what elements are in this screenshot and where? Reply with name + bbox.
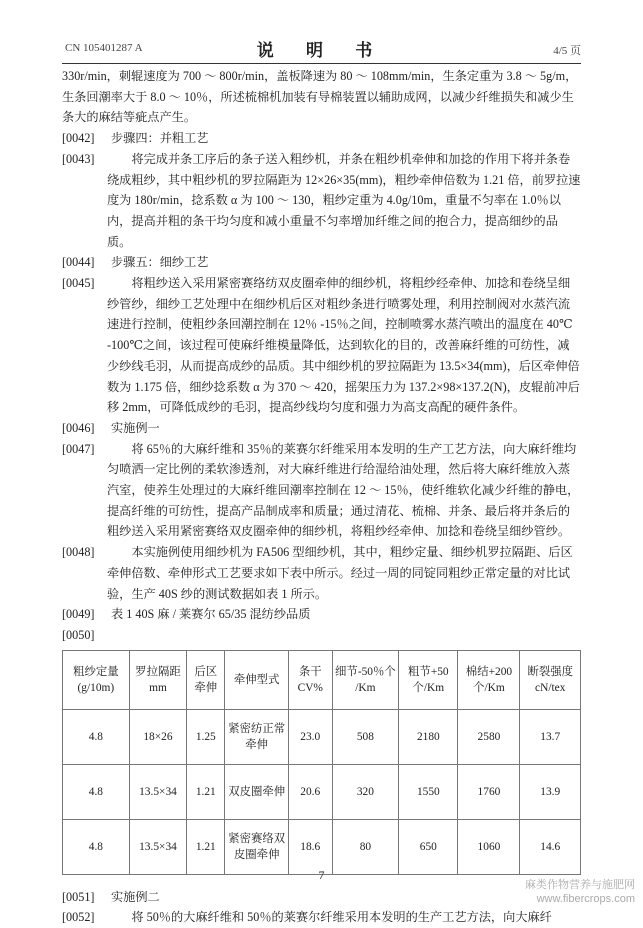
paragraph-number: [0044] (62, 255, 95, 270)
section-heading: 步骤四：并粗工艺 (111, 131, 209, 146)
paragraph-number: [0042] (62, 131, 95, 146)
table-header-cell: 后区牵伸 (187, 650, 225, 709)
paragraph-number: [0046] (62, 420, 95, 435)
paragraph-text: 将完成并条工序后的条子送入粗纱机，并条在粗纱机牵伸和加捻的作用下将并条卷绕成粗纱，其中粗纱机的罗拉隔距为 12×26×35(mm)，粗纱牵伸倍数为 1.21 倍，前罗拉速度为 180r/min，捻系数 α 为 100 ～ 130，粗纱定重为 4.0g/10m，重量不匀率在 1.0％以内，提高并粗的条干均匀度和减小重量不匀率增加纤维之间的抱合力，提高细纱的品质。 (107, 151, 581, 249)
paragraph-number: [0045] (62, 276, 95, 291)
paragraph-text: 将 50％的大麻纤维和 50％的莱赛尔纤维采用本发明的生产工艺方法，向大麻纤 (131, 910, 552, 925)
page-indicator: 4/5 页 (553, 45, 581, 57)
table-cell: 13.5×34 (129, 764, 186, 819)
yarn-quality-table (62, 650, 581, 875)
table-cell: 紧密赛络双皮圈牵伸 (225, 819, 289, 874)
page-header (0, 36, 643, 66)
paragraph (62, 887, 581, 908)
page-number: 7 (318, 868, 325, 882)
paragraph-number: [0043] (62, 151, 95, 166)
table-cell: 1550 (399, 764, 458, 819)
document-number: CN 105401287 A (65, 42, 143, 54)
table-cell: 4.8 (63, 764, 130, 819)
table-cell: 14.6 (520, 819, 581, 874)
table-cell: 18.6 (288, 819, 332, 874)
table-cell: 双皮圈牵伸 (225, 764, 289, 819)
table-header-cell: 细节-50％个 /Km (332, 650, 399, 709)
site-watermark (525, 878, 635, 906)
paragraph-number: [0050] (62, 627, 95, 642)
document-body (62, 66, 581, 928)
paragraph (62, 604, 581, 625)
section-heading: 步骤五：细纱工艺 (111, 255, 209, 270)
table-row (63, 764, 581, 819)
paragraph (62, 542, 581, 604)
table-paragraph-number-row (62, 625, 581, 646)
paragraph (62, 252, 581, 273)
table-cell: 1.25 (187, 709, 225, 764)
table-header-cell: 粗节+50 个/Km (399, 650, 458, 709)
table-header-cell: 粗纱定量 (g/10m) (63, 650, 130, 709)
table-row (63, 819, 581, 874)
table-header-cell: 罗拉隔距 mm (129, 650, 186, 709)
section-heading: 表 1 40S 麻 / 莱赛尔 65/35 混纺纱品质 (111, 607, 311, 622)
table-cell: 650 (399, 819, 458, 874)
watermark-url: www.fibercrops.com (536, 893, 635, 905)
table-header-cell: 牵伸型式 (225, 650, 289, 709)
table-cell: 紧密纺正常牵伸 (225, 709, 289, 764)
table-header-row (63, 650, 581, 709)
paragraph (62, 273, 581, 418)
paragraph-number: [0051] (62, 889, 95, 904)
paragraph-number: [0047] (62, 441, 95, 456)
table-cell: 13.7 (520, 709, 581, 764)
watermark-title: 麻类作物营养与施肥网 (525, 879, 635, 891)
table-cell: 13.9 (520, 764, 581, 819)
paragraph-number: [0052] (62, 910, 95, 925)
table-cell: 1760 (458, 764, 520, 819)
section-heading: 实施例一 (111, 420, 160, 435)
paragraph-text: 本实施例使用细纱机为 FA506 型细纱机，其中，粗纱定量、细纱机罗拉隔距、后区牵伸倍数、牵伸形式工艺要求如下表中所示。经过一周的同锭同粗纱正常定量的对比试验，生产 40S 纱的测试数据如表 1 所示。 (107, 545, 573, 601)
table-header-cell: 棉结+200 个/Km (458, 650, 520, 709)
paragraph (62, 418, 581, 439)
table-cell: 4.8 (63, 709, 130, 764)
table-cell: 13.5×34 (129, 819, 186, 874)
table-cell: 1.21 (187, 764, 225, 819)
table-cell: 20.6 (288, 764, 332, 819)
table-cell: 320 (332, 764, 399, 819)
table-body (63, 709, 581, 874)
table-row (63, 709, 581, 764)
paragraph (62, 149, 581, 253)
table-header-cell: 断裂强度 cN/tex (520, 650, 581, 709)
paragraph (62, 907, 581, 928)
table-cell: 1060 (458, 819, 520, 874)
table-header-cell: 条干 CV% (288, 650, 332, 709)
table-cell: 2180 (399, 709, 458, 764)
section-heading: 实施例二 (111, 889, 160, 904)
paragraph-text: 将粗纱送入采用紧密赛络纺双皮圈牵伸的细纱机，将粗纱经牵伸、加捻和卷绕呈细纱管纱，细纱工艺处理中在细纱机后区对粗纱条进行喷雾处理，利用控制阀对水蒸汽流速进行控制，使粗纱条回潮控制在 12％ -15％之间，控制喷雾水蒸汽喷出的温度在 40℃ -100℃之间，该过程可使麻纤维模量降低，达到软化的目的，改善麻纤维的可纺性，减少纱线毛羽，从而提高成纱的品质。其中细纱机的罗拉隔距为 13.5×34(mm)，后区牵伸倍数为 1.175 倍，细纱捻系数 α 为 370 ～ 420，摇架压力为 137.2×98×137.2(N)，皮辊前冲后移 2mm，可降低成纱的毛羽，提高纱线均匀度和强力为高支高配的硬件条件。 (107, 276, 580, 415)
paragraph-list (62, 128, 581, 625)
intro-paragraph: 330r/min，刺辊速度为 700 ～ 800r/min，盖板降速为 80 ～ 108mm/min，生条定重为 3.8 ～ 5g/m，生条回潮率大于 8.0 ～ 10％，所述梳棉机加装有导棉装置以辅助成网，以减少纤维损失和减少生条大的麻结等疵点产生。 (62, 69, 578, 125)
document-title: 说 明 书 (256, 41, 387, 60)
after-table-paragraphs (62, 887, 581, 928)
table-cell: 18×26 (129, 709, 186, 764)
table-cell: 4.8 (63, 819, 130, 874)
table-cell: 23.0 (288, 709, 332, 764)
paragraph (62, 128, 581, 149)
header-divider (62, 63, 581, 64)
table-cell: 1.21 (187, 819, 225, 874)
table-cell: 2580 (458, 709, 520, 764)
table-cell: 508 (332, 709, 399, 764)
paragraph-number: [0049] (62, 607, 95, 622)
paragraph (62, 439, 581, 543)
paragraph-text: 将 65％的大麻纤维和 35％的莱赛尔纤维采用本发明的生产工艺方法，向大麻纤维均匀喷洒一定比例的柔软渗透剂，对大麻纤维进行给湿给油处理，然后将大麻纤维放入蒸汽室，使养生处理过的大麻纤维回潮率控制在 12 ～ 15％，使纤维软化减少纤维的静电，提高纤维的可纺性，提高产品制成率和质量；通过清花、梳棉、并条、最后将并条后的粗纱送入采用紧密赛络双皮圈牵伸的细纱机，将粗纱经牵伸、加捻和卷绕呈细纱管纱。 (107, 441, 580, 539)
paragraph-number: [0048] (62, 545, 95, 560)
table-cell: 80 (332, 819, 399, 874)
